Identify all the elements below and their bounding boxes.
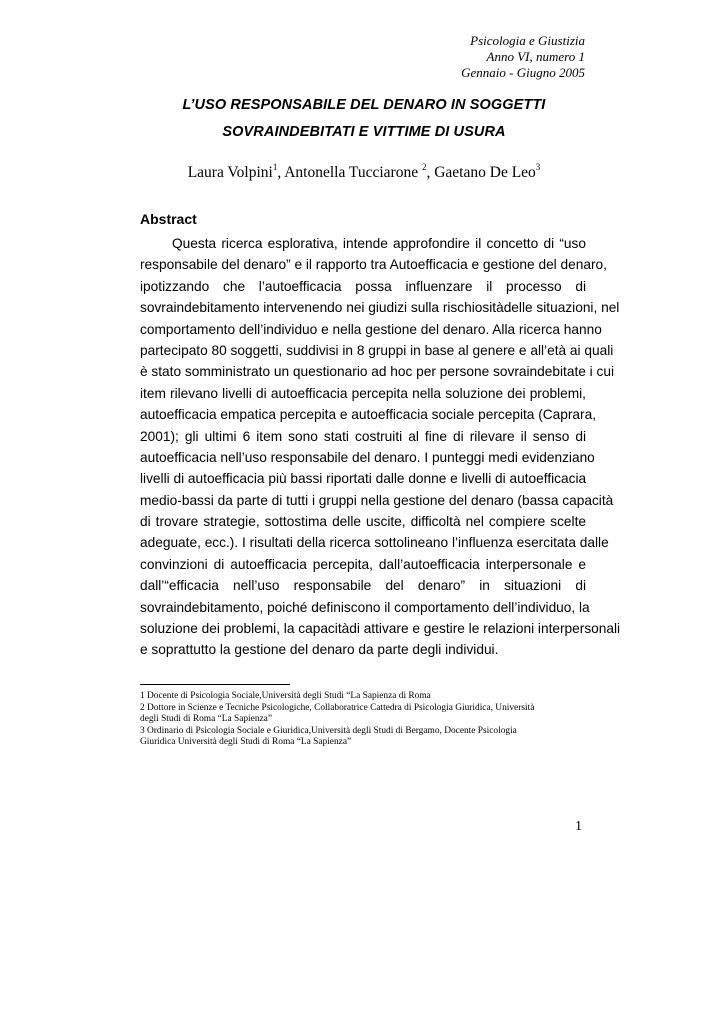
abstract-line: medio-bassi da parte di tutti i gruppi nella gestione del denaro (bassa capacità xyxy=(140,492,614,508)
abstract-line: sovraindebitamento, poiché definiscono il comportamento dell’individuo, la xyxy=(140,599,590,615)
abstract-line: livelli di autoefficacia più bassi riportati dalle donne e livelli di autoefficacia xyxy=(140,471,587,487)
abstract-heading: Abstract xyxy=(140,211,197,227)
paper-title-line: SOVRAINDEBITATI E VITTIME DI USURA xyxy=(222,124,506,140)
abstract-body xyxy=(140,233,621,661)
footnote-line: Giuridica Università degli Studi di Roma “La Sapienza” xyxy=(140,737,352,748)
journal-header xyxy=(325,33,585,81)
footnote-line: 3 Ordinario di Psicologia Sociale e Giuridica,Università degli Studi di Bergamo, Docente Psicologia xyxy=(140,725,517,736)
author-footnote-marker: 2 xyxy=(421,162,427,172)
footnote-line: 2 Dottore in Scienze e Tecniche Psicologiche, Collaboratrice Cattedra di Psicologia Giuridica, Università xyxy=(140,702,535,713)
abstract-line: è stato somministrato un questionario ad hoc per persone sovraindebitate i cui xyxy=(140,364,615,380)
abstract-line: soluzione dei problemi, la capacitàdi attivare e gestire le relazioni interpersonali xyxy=(140,621,621,637)
author-list: Laura Volpini$^1$, Antonella Tucciarone $^2$, Gaetano De Leo$^3$ xyxy=(187,162,541,181)
abstract-line: 2001); gli ultimi 6 item sono stati costruiti al fine di rilevare il senso di xyxy=(140,428,586,444)
abstract-line: autoefficacia nell’uso responsabile del denaro. I punteggi medi evidenziano xyxy=(140,449,595,465)
page-number: 1 xyxy=(575,819,582,834)
author-name: Laura Volpini xyxy=(187,164,273,181)
footnote-line: degli Studi di Roma “La Sapienza” xyxy=(140,714,272,725)
paper-title-line: L’USO RESPONSABILE DEL DENARO IN SOGGETTI xyxy=(182,97,546,113)
abstract-line: Questa ricerca esplorativa, intende approfondire il concetto di “uso xyxy=(172,236,586,251)
abstract-line: convinzioni di autoefficacia percepita, dall’autoefficacia interpersonale e xyxy=(140,556,586,572)
author-footnote-marker: 3 xyxy=(535,162,541,172)
author-name: Gaetano De Leo xyxy=(434,164,536,181)
footnote-separator xyxy=(140,684,290,685)
abstract-line: ipotizzando che l’autoefficacia possa influenzare il processo di xyxy=(140,278,586,294)
abstract-line: autoefficacia empatica percepita e autoefficacia sociale percepita (Caprara, xyxy=(140,407,597,423)
abstract-line: dall’“efficacia nell’uso responsabile del denaro” in situazioni di xyxy=(140,578,586,594)
abstract-line: partecipato 80 soggetti, suddivisi in 8 gruppi in base al genere e all’età ai quali xyxy=(140,342,614,358)
abstract-line: item rilevano livelli di autoefficacia percepita nella soluzione dei problemi, xyxy=(140,385,586,401)
abstract-line: comportamento dell’individuo e nella gestione del denaro. Alla ricerca hanno xyxy=(140,321,602,337)
journal-name: Psicologia e Giustizia xyxy=(470,33,585,48)
abstract-line: sovraindebitamento intervenendo nei giudizi sulla rischiositàdelle situazioni, nel xyxy=(140,300,620,316)
footnote-line: 1 Docente di Psicologia Sociale,Università degli Studi “La Sapienza di Roma xyxy=(140,691,431,701)
abstract-line: di trovare strategie, sottostima delle uscite, difficoltà nel compiere scelte xyxy=(140,514,586,530)
abstract-line: responsabile del denaro” e il rapporto tra Autoefficacia e gestione del denaro, xyxy=(140,257,607,273)
paper-title xyxy=(140,92,588,146)
footnotes xyxy=(140,691,586,749)
author-footnote-marker: 1 xyxy=(272,162,278,172)
abstract-line: e soprattutto la gestione del denaro da parte degli individui. xyxy=(140,642,499,658)
abstract-line: adeguate, ecc.). I risultati della ricerca sottolineano l’influenza esercitata dalle xyxy=(140,535,609,551)
journal-issue: Anno VI, numero 1 xyxy=(486,49,585,64)
journal-date: Gennaio - Giugno 2005 xyxy=(461,65,585,80)
author-name: Antonella Tucciarone xyxy=(284,164,419,181)
